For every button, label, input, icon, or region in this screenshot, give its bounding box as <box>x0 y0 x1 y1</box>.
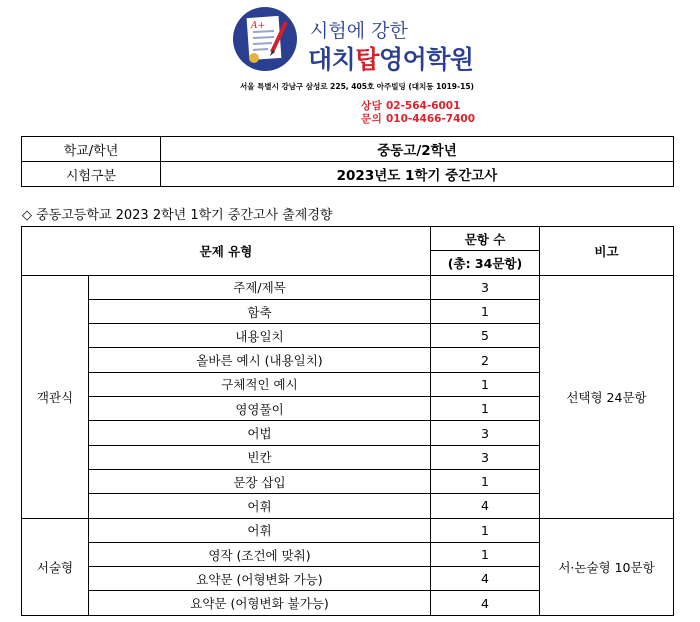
question-type: 빈칸 <box>89 445 431 469</box>
logo-slogan: 시험에 강한 <box>310 20 408 42</box>
question-type-table <box>21 226 674 616</box>
question-count: 4 <box>431 591 540 615</box>
question-count: 1 <box>431 469 540 493</box>
question-type: 요약문 (어형변화 가능) <box>89 567 431 591</box>
school-label: 학교/학년 <box>22 137 161 162</box>
logo-academy-name: 대치탑영어학원 <box>308 45 474 74</box>
question-type: 구체적인 예시 <box>89 372 431 396</box>
question-type: 어법 <box>89 421 431 445</box>
header-count-total: (총: 34문항) <box>431 251 540 275</box>
question-type: 어휘 <box>89 494 431 518</box>
exam-info-table <box>21 136 674 187</box>
question-count: 5 <box>431 324 540 348</box>
contact-counsel: 상담 02-564-6001 <box>361 100 461 112</box>
header-question-type: 문제 유형 <box>22 227 431 276</box>
group-note: 서·논술형 10문항 <box>540 518 674 615</box>
question-count: 4 <box>431 494 540 518</box>
question-count: 3 <box>431 421 540 445</box>
question-type: 문장 삽입 <box>89 469 431 493</box>
school-value: 중동고/2학년 <box>161 137 674 162</box>
exam-value: 2023년도 1학기 중간고사 <box>161 162 674 187</box>
header-note: 비고 <box>540 227 674 276</box>
exam-paper-icon <box>232 6 298 72</box>
group-name: 서술형 <box>22 518 89 615</box>
header-count: 문항 수 <box>431 227 540 251</box>
question-type: 영작 (조건에 맞춰) <box>89 542 431 566</box>
question-type: 내용일치 <box>89 324 431 348</box>
question-count: 1 <box>431 299 540 323</box>
question-count: 1 <box>431 372 540 396</box>
group-name: 객관식 <box>22 275 89 518</box>
question-count: 1 <box>431 542 540 566</box>
question-count: 3 <box>431 275 540 299</box>
question-type: 올바른 예시 (내용일치) <box>89 348 431 372</box>
question-count: 2 <box>431 348 540 372</box>
question-count: 1 <box>431 518 540 542</box>
question-type: 어휘 <box>89 518 431 542</box>
question-count: 4 <box>431 567 540 591</box>
question-type: 함축 <box>89 299 431 323</box>
exam-label: 시험구분 <box>22 162 161 187</box>
question-count: 1 <box>431 397 540 421</box>
question-type: 요약문 (어형변화 불가능) <box>89 591 431 615</box>
address: 서울 특별시 강남구 삼성로 225, 405호 아주빌딩 (대치동 1019-15) <box>240 82 474 91</box>
contact-inquiry: 문의 010-4466-7400 <box>361 113 476 125</box>
academy-logo <box>232 6 482 76</box>
question-type: 영영풀이 <box>89 397 431 421</box>
section-title: ◇ 중동고등학교 2023 2학년 1학기 중간고사 출제경향 <box>22 208 333 223</box>
question-type: 주제/제목 <box>89 275 431 299</box>
question-count: 3 <box>431 445 540 469</box>
group-note: 선택형 24문항 <box>540 275 674 518</box>
svg-text:A+: A+ <box>251 21 266 31</box>
